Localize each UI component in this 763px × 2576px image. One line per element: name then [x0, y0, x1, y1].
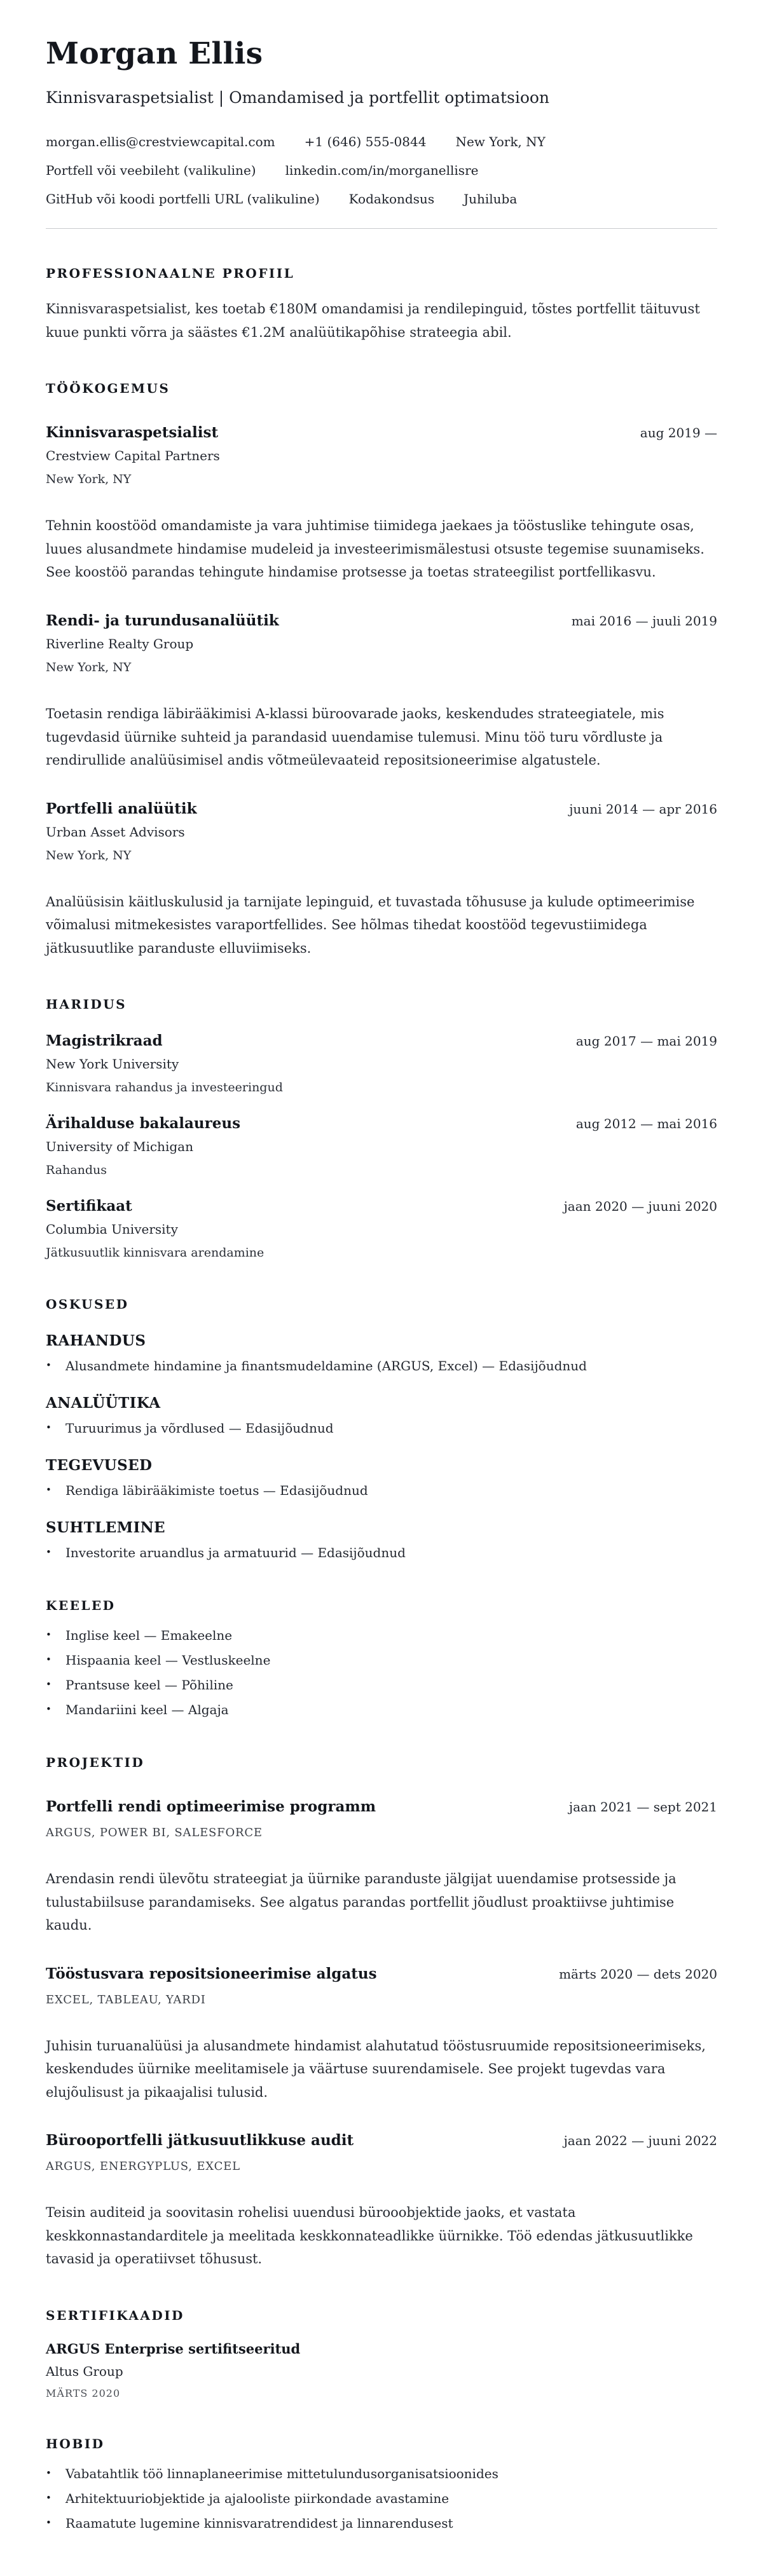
- job-description: Tehnin koostööd omandamiste ja vara juhtimise tiimidega jaekaes ja tööstuslike tehingute osas, luues alusandmete hindamise mudeleid ja investeerimismälestusi otsuste tegemise suunamiseks. See koostöö parandas tehingute hindamise protsesse ja toetas strateegilist portfellikasvu.: [46, 518, 705, 580]
- edu-dates: aug 2017 — mai 2019: [575, 1033, 717, 1049]
- job-company: Urban Asset Advisors: [46, 824, 185, 840]
- certification-title: ARGUS Enterprise sertifitseeritud: [46, 2340, 301, 2357]
- edu-school: New York University: [46, 1056, 179, 1072]
- job-description: Analüüsisin käitluskulusid ja tarnijate lepinguid, et tuvastada tõhususe ja kulude optimeerimise võimalusi mitmekesistes varaportfellides. See hõlmas tihedat koostööd tegevustiimidega jätkusuutlike paranduste elluviimiseks.: [46, 894, 695, 956]
- project-entry: [46, 1965, 717, 2104]
- bullet-icon: •: [46, 1654, 52, 1666]
- project-dates: jaan 2021 — sept 2021: [568, 1799, 717, 1815]
- education-entry: [46, 1032, 717, 1094]
- section-projects: [46, 1755, 717, 2271]
- contact-block: [46, 133, 717, 208]
- drivers-license-text: Juhiluba: [464, 191, 518, 207]
- hobby-item: [46, 2490, 717, 2507]
- language-item: [46, 1677, 717, 1693]
- language-item: [46, 1627, 717, 1644]
- github-placeholder-text: GitHub või koodi portfelli URL (valikuline): [46, 191, 320, 207]
- project-entry: [46, 2132, 717, 2271]
- header-divider: [46, 228, 717, 229]
- hobby-item-text: Arhitektuuriobjektide ja ajalooliste piirkondade avastamine: [65, 2490, 450, 2506]
- section-heading-hobbies: HOBID: [46, 2436, 105, 2451]
- certification-issuer: Altus Group: [46, 2363, 123, 2379]
- project-entry-head: [46, 2132, 717, 2149]
- bullet-icon: •: [46, 2516, 52, 2528]
- contact-row: [46, 133, 717, 151]
- project-title: Tööstusvara repositsioneerimise algatus: [46, 1965, 377, 1982]
- section-skills: [46, 1297, 717, 1561]
- edu-dates: aug 2012 — mai 2016: [575, 1116, 717, 1132]
- job-entry: [46, 612, 717, 772]
- section-certifications: [46, 2308, 717, 2399]
- job-dates: mai 2016 — juuli 2019: [571, 613, 717, 629]
- language-item: [46, 1701, 717, 1718]
- edu-dates: jaan 2020 — juuni 2020: [563, 1199, 717, 1215]
- language-item-text: Hispaania keel — Vestluskeelne: [65, 1653, 271, 1668]
- skill-item: [46, 1420, 717, 1436]
- job-company: Riverline Realty Group: [46, 636, 194, 651]
- section-profile: [46, 266, 717, 344]
- skill-item: [46, 1482, 717, 1499]
- section-heading-profile: PROFESSIONAALNE PROFIIL: [46, 266, 295, 282]
- hobby-item: [46, 2515, 717, 2532]
- skill-item-text: Investorite aruandlus ja armatuurid — Edasijõudnud: [65, 1545, 406, 1561]
- section-languages: [46, 1598, 717, 1718]
- hobby-item-text: Raamatute lugemine kinnisvaratrendidest ja linnarendusest: [65, 2515, 453, 2531]
- job-entry-head: [46, 424, 717, 441]
- education-entry: [46, 1197, 717, 1260]
- job-title: Kinnisvaraspetsialist: [46, 424, 219, 442]
- job-dates: juuni 2014 — apr 2016: [569, 801, 717, 817]
- section-heading-skills: OSKUSED: [46, 1297, 129, 1312]
- job-title: Rendi- ja turundusanalüütik: [46, 612, 279, 629]
- location-text: New York, NY: [455, 134, 546, 150]
- project-entry-head: [46, 1798, 717, 1815]
- project-description: Arendasin rendi ülevõtu strateegiat ja üürnike paranduste jälgijat uuendamise protsesside ja tulustabiilsuse parandamiseks. See algatus parandas portfellit jõudlust proaktiivse juhtimise kaudu.: [46, 1871, 677, 1933]
- skill-list: [46, 1358, 717, 1374]
- project-tech: ARGUS, POWER BI, SALESFORCE: [46, 1826, 263, 1840]
- project-tech: ARGUS, ENERGYPLUS, EXCEL: [46, 2160, 240, 2174]
- certification-date: MÄRTS 2020: [46, 2387, 121, 2399]
- phone-text: +1 (646) 555-0844: [304, 134, 427, 150]
- bullet-icon: •: [46, 1484, 52, 1496]
- skill-group-name: ANALÜÜTIKA: [46, 1394, 161, 1412]
- bullet-icon: •: [46, 1703, 52, 1715]
- job-description: Toetasin rendiga läbirääkimisi A-klassi büroovarade jaoks, keskendudes strateegiatele, mis tugevdasid üürnike suhteid ja parandasid uuendamise tulemusi. Minu töö turu võrdluste ja rendirullide analüüsimisel andis võtmeülevaateid repositsioneerimise algatustele.: [46, 706, 664, 768]
- section-experience: [46, 381, 717, 960]
- job-location: New York, NY: [46, 472, 132, 487]
- resume-header: [46, 38, 717, 229]
- language-item-text: Inglise keel — Emakeelne: [65, 1628, 233, 1644]
- job-entry: [46, 424, 717, 584]
- profile-summary: Kinnisvaraspetsialist, kes toetab €180M omandamisi ja rendilepinguid, tõstes portfellit täituvust kuue punkti võrra ja säästes €1.2M analüütikapõhise strateegia abil.: [46, 301, 700, 340]
- bullet-icon: •: [46, 1360, 52, 1372]
- skill-group: [46, 1519, 717, 1561]
- skill-item: [46, 1358, 717, 1374]
- project-title: Portfelli rendi optimeerimise programm: [46, 1798, 376, 1816]
- education-entry-head: [46, 1197, 717, 1215]
- job-title: Portfelli analüütik: [46, 800, 197, 817]
- education-entry: [46, 1115, 717, 1177]
- project-description: Juhisin turuanalüüsi ja alusandmete hindamist alahutatud tööstusruumide repositsioneerimiseks, keskendudes üürnike meelitamisele ja väärtuse suurendamisele. See projekt tugevdas vara elujõulisust ja pikaajalisi tulusid.: [46, 2038, 706, 2100]
- language-item: [46, 1652, 717, 1668]
- edu-school: Columbia University: [46, 1222, 178, 1237]
- edu-degree: Ärihalduse bakalaureus: [46, 1115, 241, 1133]
- job-company: Crestview Capital Partners: [46, 448, 220, 464]
- bullet-icon: •: [46, 2491, 52, 2504]
- section-heading-experience: TÖÖKOGEMUS: [46, 381, 170, 397]
- project-description: Teisin auditeid ja soovitasin rohelisi uuendusi bürooobjektide jaoks, et vastata keskkonnastandarditele ja meelitada keskkonnateadlikke üürnikke. Töö edendas jätkusuutlikke tavasid ja operatiivset tõhusust.: [46, 2205, 693, 2267]
- job-entry: [46, 800, 717, 960]
- skill-list: [46, 1482, 717, 1499]
- headline: Kinnisvaraspetsialist | Omandamised ja portfellit optimatsioon: [46, 88, 550, 107]
- language-list: [46, 1627, 717, 1718]
- section-heading-certifications: SERTIFIKAADID: [46, 2307, 184, 2323]
- job-entry-head: [46, 612, 717, 629]
- skill-item-text: Turuurimus ja võrdlused — Edasijõudnud: [65, 1421, 334, 1436]
- job-location: New York, NY: [46, 848, 132, 862]
- project-dates: jaan 2022 — juuni 2022: [563, 2133, 717, 2149]
- project-tech: EXCEL, TABLEAU, YARDI: [46, 1993, 206, 2007]
- skill-group-name: SUHTLEMINE: [46, 1519, 165, 1537]
- skill-group: [46, 1457, 717, 1499]
- skill-item: [46, 1544, 717, 1561]
- linkedin-text: linkedin.com/in/morganellisre: [285, 163, 479, 179]
- skill-group-name: TEGEVUSED: [46, 1457, 153, 1475]
- skill-group-name: RAHANDUS: [46, 1332, 146, 1350]
- citizenship-text: Kodakondsus: [348, 191, 435, 207]
- edu-field: Jätkusuutlik kinnisvara arendamine: [46, 1246, 265, 1260]
- language-item-text: Prantsuse keel — Põhiline: [65, 1677, 233, 1693]
- contact-row: [46, 162, 717, 179]
- hobby-list: [46, 2465, 717, 2532]
- bullet-icon: •: [46, 1546, 52, 1558]
- language-item-text: Mandariini keel — Algaja: [65, 1702, 229, 1718]
- section-heading-languages: KEELED: [46, 1598, 116, 1614]
- section-heading-education: HARIDUS: [46, 997, 127, 1012]
- skill-item-text: Rendiga läbirääkimiste toetus — Edasijõudnud: [65, 1483, 368, 1499]
- bullet-icon: •: [46, 2467, 52, 2479]
- person-name: Morgan Ellis: [46, 36, 263, 71]
- certification-entry: [46, 2341, 717, 2399]
- edu-degree: Sertifikaat: [46, 1197, 132, 1215]
- project-entry: [46, 1798, 717, 1937]
- edu-field: Rahandus: [46, 1163, 107, 1178]
- email-text: morgan.ellis@crestviewcapital.com: [46, 134, 275, 150]
- skill-group: [46, 1332, 717, 1374]
- education-entry-head: [46, 1032, 717, 1049]
- contact-row: [46, 191, 717, 208]
- skill-item-text: Alusandmete hindamine ja finantsmudeldamine (ARGUS, Excel) — Edasijõudnud: [65, 1358, 587, 1374]
- skill-group: [46, 1394, 717, 1436]
- section-hobbies: [46, 2436, 717, 2532]
- project-dates: märts 2020 — dets 2020: [559, 1966, 717, 1982]
- edu-school: University of Michigan: [46, 1139, 193, 1155]
- edu-field: Kinnisvara rahandus ja investeeringud: [46, 1080, 283, 1095]
- skill-list: [46, 1544, 717, 1561]
- website-placeholder-text: Portfell või veebileht (valikuline): [46, 163, 256, 179]
- bullet-icon: •: [46, 1679, 52, 1691]
- hobby-item: [46, 2465, 717, 2482]
- job-location: New York, NY: [46, 660, 132, 674]
- skill-list: [46, 1420, 717, 1436]
- job-dates: aug 2019 —: [640, 425, 717, 441]
- section-education: [46, 997, 717, 1260]
- hobby-item-text: Vabatahtlik töö linnaplaneerimise mittetulundusorganisatsioonides: [65, 2465, 498, 2481]
- bullet-icon: •: [46, 1629, 52, 1641]
- edu-degree: Magistrikraad: [46, 1032, 163, 1050]
- project-entry-head: [46, 1965, 717, 1982]
- education-entry-head: [46, 1115, 717, 1132]
- bullet-icon: •: [46, 1422, 52, 1434]
- section-heading-projects: PROJEKTID: [46, 1755, 145, 1771]
- job-entry-head: [46, 800, 717, 817]
- project-title: Bürooportfelli jätkusuutlikkuse audit: [46, 2132, 354, 2150]
